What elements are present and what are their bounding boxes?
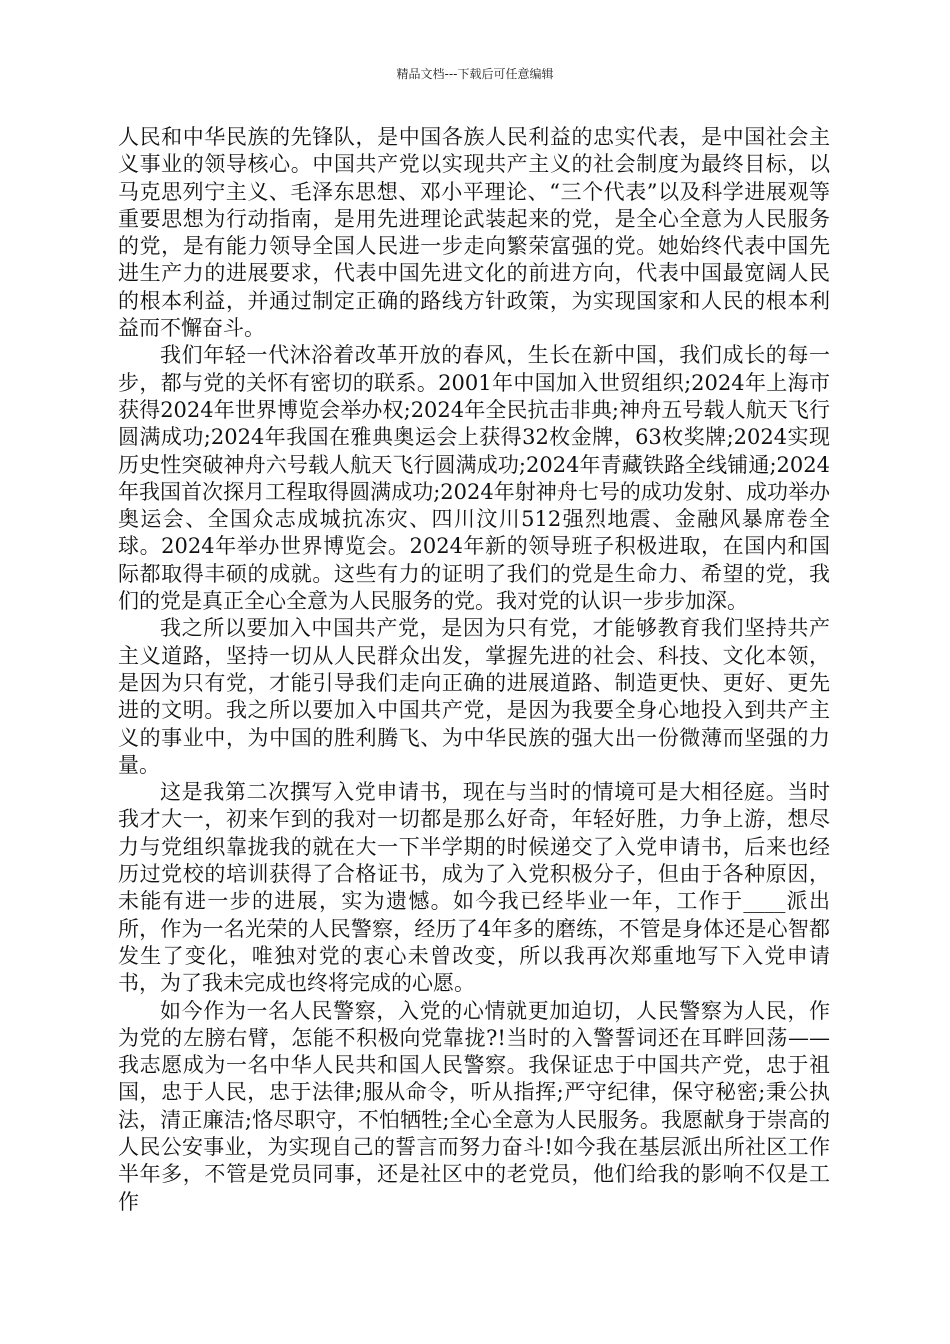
document-body [118, 124, 830, 1216]
paragraph-4: 这是我第二次撰写入党申请书，现在与当时的情境可是大相径庭。当时我才大一，初来乍到的我对一切都是那么好奇，年轻好胜，力争上游，想尽力与党组织靠拢我的就在大一下半学期的时候递交了入党申请书，后来也经历过党校的培训获得了合格证书，成为了入党积极分子，但由于各种原因，未能有进一步的进展，实为遗憾。如今我已经毕业一年，工作于____派出所，作为一名光荣的人民警察，经历了4年多的磨练，不管是身体还是心智都发生了变化，唯独对党的衷心未曾改变，所以我再次郑重地写下入党申请书，为了我未完成也终将完成的心愿。 [118, 780, 830, 996]
page-header: 精品文档---下载后可任意编辑 [396, 67, 554, 81]
paragraph-3: 我之所以要加入中国共产党，是因为只有党，才能够教育我们坚持共产主义道路，坚持一切从人民群众出发，掌握先进的社会、科技、文化本领，是因为只有党，才能引导我们走向正确的进展道路、制造更快、更好、更先进的文明。我之所以要加入中国共产党，是因为我要全身心地投入到共产主义的事业中，为中国的胜利腾飞、为中华民族的强大出一份微薄而坚强的力量。 [118, 616, 830, 777]
paragraph-1: 人民和中华民族的先锋队，是中国各族人民利益的忠实代表，是中国社会主义事业的领导核心。中国共产党以实现共产主义的社会制度为最终目标，以马克思列宁主义、毛泽东思想、邓小平理论、“三个代表”以及科学进展观等重要思想为行动指南，是用先进理论武装起来的党，是全心全意为人民服务的党，是有能力领导全国人民进一步走向繁荣富强的党。她始终代表中国先进生产力的进展要求，代表中国先进文化的前进方向，代表中国最宽阔人民的根本利益，并通过制定正确的路线方针政策，为实现国家和人民的根本利益而不懈奋斗。 [118, 125, 830, 341]
paragraph-5: 如今作为一名人民警察，入党的心情就更加迫切，人民警察为人民，作为党的左膀右臂，怎能不积极向党靠拢?!当时的入警誓词还在耳畔回荡——我志愿成为一名中华人民共和国人民警察。我保证忠于中国共产党，忠于祖国，忠于人民，忠于法律;服从命令，听从指挥;严守纪律，保守秘密;秉公执法，清正廉洁;恪尽职守，不怕牺牲;全心全意为人民服务。我愿献身于崇高的人民公安事业，为实现自己的誓言而努力奋斗!如今我在基层派出所社区工作半年多，不管是党员同事，还是社区中的老党员，他们给我的影响不仅是工作 [118, 998, 830, 1214]
paragraph-2: 我们年轻一代沐浴着改革开放的春风，生长在新中国，我们成长的每一步，都与党的关怀有密切的联系。2001年中国加入世贸组织;2024年上海市获得2024年世界博览会举办权;2024年全民抗击非典;神舟五号载人航天飞行圆满成功;2024年我国在雅典奥运会上获得32枚金牌，63枚奖牌;2024实现历史性突破神舟六号载人航天飞行圆满成功;2024年青藏铁路全线铺通;2024年我国首次探月工程取得圆满成功;2024年射神舟七号的成功发射、成功举办奥运会、全国众志成城抗冻灾、四川汶川512强烈地震、金融风暴席卷全球。2024年举办世界博览会。2024年新的领导班子积极进取，在国内和国际都取得丰硕的成就。这些有力的证明了我们的党是生命力、希望的党，我们的党是真正全心全意为人民服务的党。我对党的认识一步步加深。 [118, 343, 830, 614]
